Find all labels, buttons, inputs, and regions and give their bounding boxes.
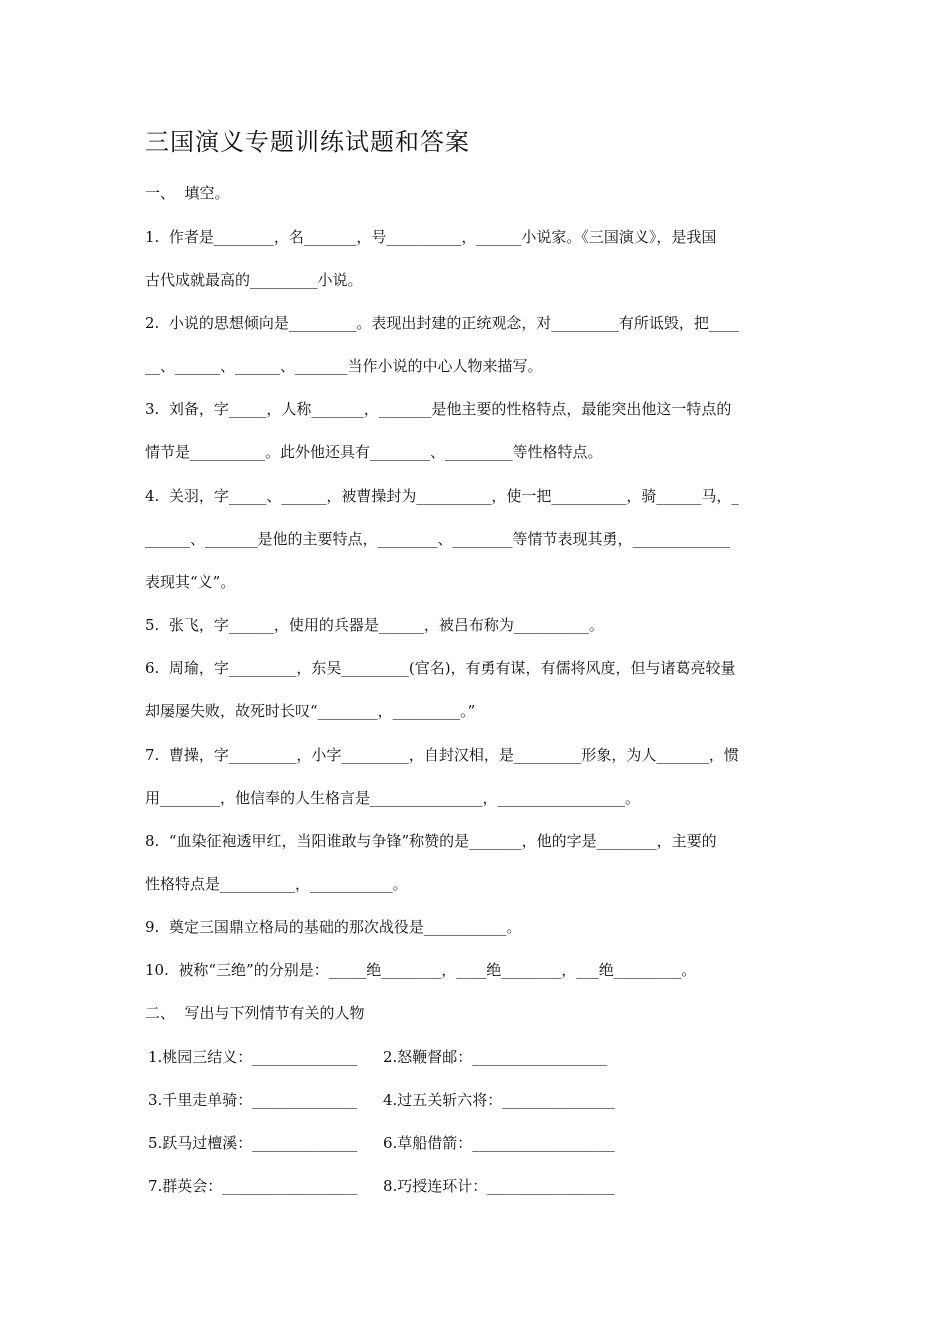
question-line: 情节是__________。此外他还具有________、_________等性格特点。 xyxy=(145,443,603,461)
plot-item: 7.群英会：__________________ xyxy=(148,1177,358,1195)
document-title: 三国演义专题训练试题和答案 xyxy=(145,128,470,156)
plot-item: 3.千里走单骑：______________ xyxy=(148,1091,358,1109)
question-line: 5. 张飞，字______，使用的兵器是______，被吕布称为__________。 xyxy=(145,616,604,634)
question-line: 9. 奠定三国鼎立格局的基础的那次战役是___________。 xyxy=(145,918,522,936)
question-line: 性格特点是__________，___________。 xyxy=(145,875,408,893)
plot-item: 1.桃园三结义：______________ xyxy=(148,1048,358,1066)
question-line: 7. 曹操，字_________，小字_________，自封汉相，是_________形象，为人_______，惯 xyxy=(145,746,739,764)
question-line: 6. 周瑜，字_________，东吴_________(官名)，有勇有谋，有儒将风度，但与诸葛亮较量 xyxy=(145,659,736,677)
question-line: 古代成就最高的_________小说。 xyxy=(145,271,363,289)
question-line: 却屡屡失败，故死时长叹“________，_________。” xyxy=(145,702,476,720)
question-line: 3. 刘备，字_____，人称_______，_______是他主要的性格特点，最能突出他这一特点的 xyxy=(145,400,732,418)
plot-item: 5.跃马过檀溪：______________ xyxy=(148,1134,358,1152)
question-line: 2. 小说的思想倾向是_________。表现出封建的正统观念，对_________有所诋毁，把____ xyxy=(145,314,739,332)
plot-item: 6.草船借箭：___________________ xyxy=(383,1134,615,1152)
plot-item: 4.过五关斩六将：_______________ xyxy=(383,1091,615,1109)
question-line: 表现其“义”。 xyxy=(145,573,236,591)
section-1-heading: 一、 填空。 xyxy=(145,184,230,202)
question-line: __、______、______、_______当作小说的中心人物来描写。 xyxy=(145,357,543,375)
question-line: 4. 关羽，字_____、______，被曹操封为__________，使一把__________，骑______马，_ xyxy=(145,487,739,505)
question-line: 用________，他信奉的人生格言是_______________，_________________。 xyxy=(145,789,641,807)
section-2-heading: 二、 写出与下列情节有关的人物 xyxy=(145,1004,365,1022)
plot-item: 2.怒鞭督邮：__________________ xyxy=(383,1048,608,1066)
question-line: 8. “血染征袍透甲红，当阳谁敢与争锋”称赞的是_______，他的字是________，主要的 xyxy=(145,832,717,850)
plot-item: 8.巧授连环计：_________________ xyxy=(383,1177,615,1195)
question-line: 1. 作者是________，名_______，号__________，______小说家。《三国演义》，是我国 xyxy=(145,228,717,246)
question-line: 10. 被称“三绝”的分别是：_____绝________，____绝________，___绝_________。 xyxy=(145,961,697,979)
question-line: ______、_______是他的主要特点，________、________等情节表现其勇，_____________ xyxy=(145,530,731,548)
